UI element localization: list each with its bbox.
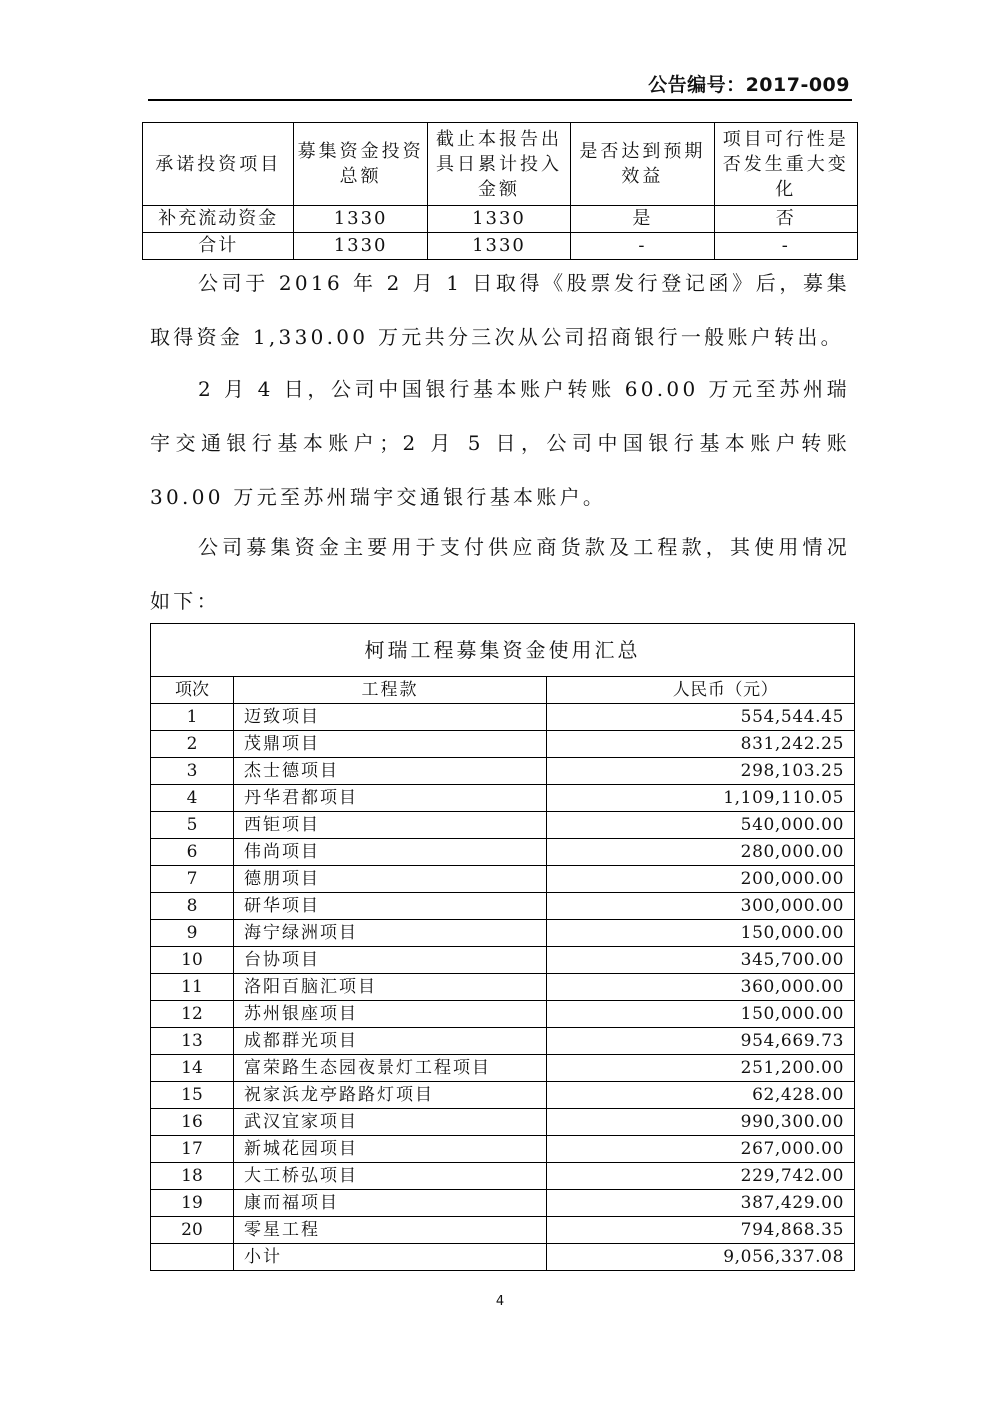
table-row — [151, 785, 855, 812]
row-index: 15 — [151, 1082, 234, 1109]
amount-rmb: 540,000.00 — [547, 812, 855, 839]
summary-header-row — [151, 677, 855, 704]
row-index: 18 — [151, 1163, 234, 1190]
amount-rmb: 300,000.00 — [547, 893, 855, 920]
amount-rmb: 229,742.00 — [547, 1163, 855, 1190]
amount-rmb: 990,300.00 — [547, 1109, 855, 1136]
table-row — [143, 206, 858, 233]
table-row — [151, 974, 855, 1001]
notice-number: 公告编号：2017-009 — [648, 74, 850, 96]
amount-rmb: 954,669.73 — [547, 1028, 855, 1055]
row-index: 16 — [151, 1109, 234, 1136]
amount-rmb: 387,429.00 — [547, 1190, 855, 1217]
table-row — [151, 1136, 855, 1163]
table-cell: 合计 — [143, 233, 294, 260]
table-cell: - — [714, 233, 857, 260]
table-row — [151, 866, 855, 893]
amount-rmb: 150,000.00 — [547, 920, 855, 947]
project-name: 苏州银座项目 — [234, 1001, 547, 1028]
amount-rmb: 831,242.25 — [547, 731, 855, 758]
project-name: 洛阳百脑汇项目 — [234, 974, 547, 1001]
amount-rmb: 280,000.00 — [547, 839, 855, 866]
commitment-header-row — [143, 123, 858, 206]
col-header-rmb: 人民币（元） — [547, 677, 855, 704]
col-header-index: 项次 — [151, 677, 234, 704]
table-row — [151, 1001, 855, 1028]
table-row — [151, 1163, 855, 1190]
amount-rmb: 298,103.25 — [547, 758, 855, 785]
row-index: 12 — [151, 1001, 234, 1028]
row-index: 19 — [151, 1190, 234, 1217]
row-index: 9 — [151, 920, 234, 947]
subtotal-index-cell — [151, 1244, 234, 1271]
project-name: 成都群光项目 — [234, 1028, 547, 1055]
fund-usage-summary-table — [150, 623, 855, 1271]
amount-rmb: 345,700.00 — [547, 947, 855, 974]
row-index: 5 — [151, 812, 234, 839]
table-row — [151, 947, 855, 974]
project-name: 康而福项目 — [234, 1190, 547, 1217]
row-index: 2 — [151, 731, 234, 758]
row-index: 17 — [151, 1136, 234, 1163]
table-row — [151, 1190, 855, 1217]
table-cell: 1330 — [294, 206, 427, 233]
table-row — [151, 1028, 855, 1055]
paragraph-transfers: 2 月 4 日，公司中国银行基本账户转账 60.00 万元至苏州瑞宇交通银行基本账户；2 月 5 日，公司中国银行基本账户转账 30.00 万元至苏州瑞宇交通银行基本账户。 — [150, 377, 850, 509]
amount-rmb: 554,544.45 — [547, 704, 855, 731]
project-name: 西钜项目 — [234, 812, 547, 839]
project-name: 杰士德项目 — [234, 758, 547, 785]
project-name: 大工桥弘项目 — [234, 1163, 547, 1190]
col-header-benefit: 是否达到预期效益 — [571, 123, 714, 206]
col-header-project: 承诺投资项目 — [143, 123, 294, 206]
amount-rmb: 794,868.35 — [547, 1217, 855, 1244]
row-index: 14 — [151, 1055, 234, 1082]
project-name: 伟尚项目 — [234, 839, 547, 866]
subtotal-value: 9,056,337.08 — [547, 1244, 855, 1271]
subtotal-row — [151, 1244, 855, 1271]
summary-title-row — [151, 624, 855, 677]
table-row — [151, 758, 855, 785]
table-cell: 是 — [571, 206, 714, 233]
project-name: 武汉宜家项目 — [234, 1109, 547, 1136]
paragraph-usage-intro: 公司募集资金主要用于支付供应商货款及工程款，其使用情况如下： — [150, 535, 850, 613]
row-index: 20 — [151, 1217, 234, 1244]
table-row — [151, 920, 855, 947]
table-row — [151, 1109, 855, 1136]
col-header-feasibility: 项目可行性是否发生重大变化 — [714, 123, 857, 206]
table-row — [151, 731, 855, 758]
amount-rmb: 1,109,110.05 — [547, 785, 855, 812]
table-cell: 1330 — [427, 206, 570, 233]
project-name: 德朋项目 — [234, 866, 547, 893]
project-name: 海宁绿洲项目 — [234, 920, 547, 947]
amount-rmb: 267,000.00 — [547, 1136, 855, 1163]
project-name: 祝家浜龙亭路路灯项目 — [234, 1082, 547, 1109]
table-row — [151, 893, 855, 920]
col-header-cumulative: 截止本报告出具日累计投入金额 — [427, 123, 570, 206]
row-index: 3 — [151, 758, 234, 785]
col-header-total: 募集资金投资总额 — [294, 123, 427, 206]
table-row — [151, 839, 855, 866]
table-row — [151, 704, 855, 731]
row-index: 1 — [151, 704, 234, 731]
table-row — [151, 1082, 855, 1109]
row-index: 8 — [151, 893, 234, 920]
summary-rows — [151, 704, 855, 1244]
table-cell: 补充流动资金 — [143, 206, 294, 233]
table-cell: 1330 — [427, 233, 570, 260]
project-name: 丹华君都项目 — [234, 785, 547, 812]
table-cell: - — [571, 233, 714, 260]
project-name: 研华项目 — [234, 893, 547, 920]
commitment-table — [142, 122, 858, 260]
table-row — [151, 1217, 855, 1244]
col-header-project-payment: 工程款 — [234, 677, 547, 704]
project-name: 台协项目 — [234, 947, 547, 974]
project-name: 茂鼎项目 — [234, 731, 547, 758]
subtotal-label: 小计 — [234, 1244, 547, 1271]
project-name: 富荣路生态园夜景灯工程项目 — [234, 1055, 547, 1082]
project-name: 零星工程 — [234, 1217, 547, 1244]
row-index: 10 — [151, 947, 234, 974]
row-index: 11 — [151, 974, 234, 1001]
amount-rmb: 360,000.00 — [547, 974, 855, 1001]
row-index: 6 — [151, 839, 234, 866]
amount-rmb: 150,000.00 — [547, 1001, 855, 1028]
amount-rmb: 200,000.00 — [547, 866, 855, 893]
project-name: 迈致项目 — [234, 704, 547, 731]
row-index: 7 — [151, 866, 234, 893]
header-rule — [148, 99, 852, 101]
table-cell: 否 — [714, 206, 857, 233]
amount-rmb: 62,428.00 — [547, 1082, 855, 1109]
table-row — [151, 1055, 855, 1082]
paragraph-fund-receipt: 公司于 2016 年 2 月 1 日取得《股票发行登记函》后，募集取得资金 1,330.00 万元共分三次从公司招商银行一般账户转出。 — [150, 271, 850, 349]
table-cell: 1330 — [294, 233, 427, 260]
amount-rmb: 251,200.00 — [547, 1055, 855, 1082]
page-number: 4 — [495, 1294, 505, 1309]
row-index: 4 — [151, 785, 234, 812]
summary-table-title: 柯瑞工程募集资金使用汇总 — [151, 624, 855, 677]
project-name: 新城花园项目 — [234, 1136, 547, 1163]
row-index: 13 — [151, 1028, 234, 1055]
table-row — [151, 812, 855, 839]
